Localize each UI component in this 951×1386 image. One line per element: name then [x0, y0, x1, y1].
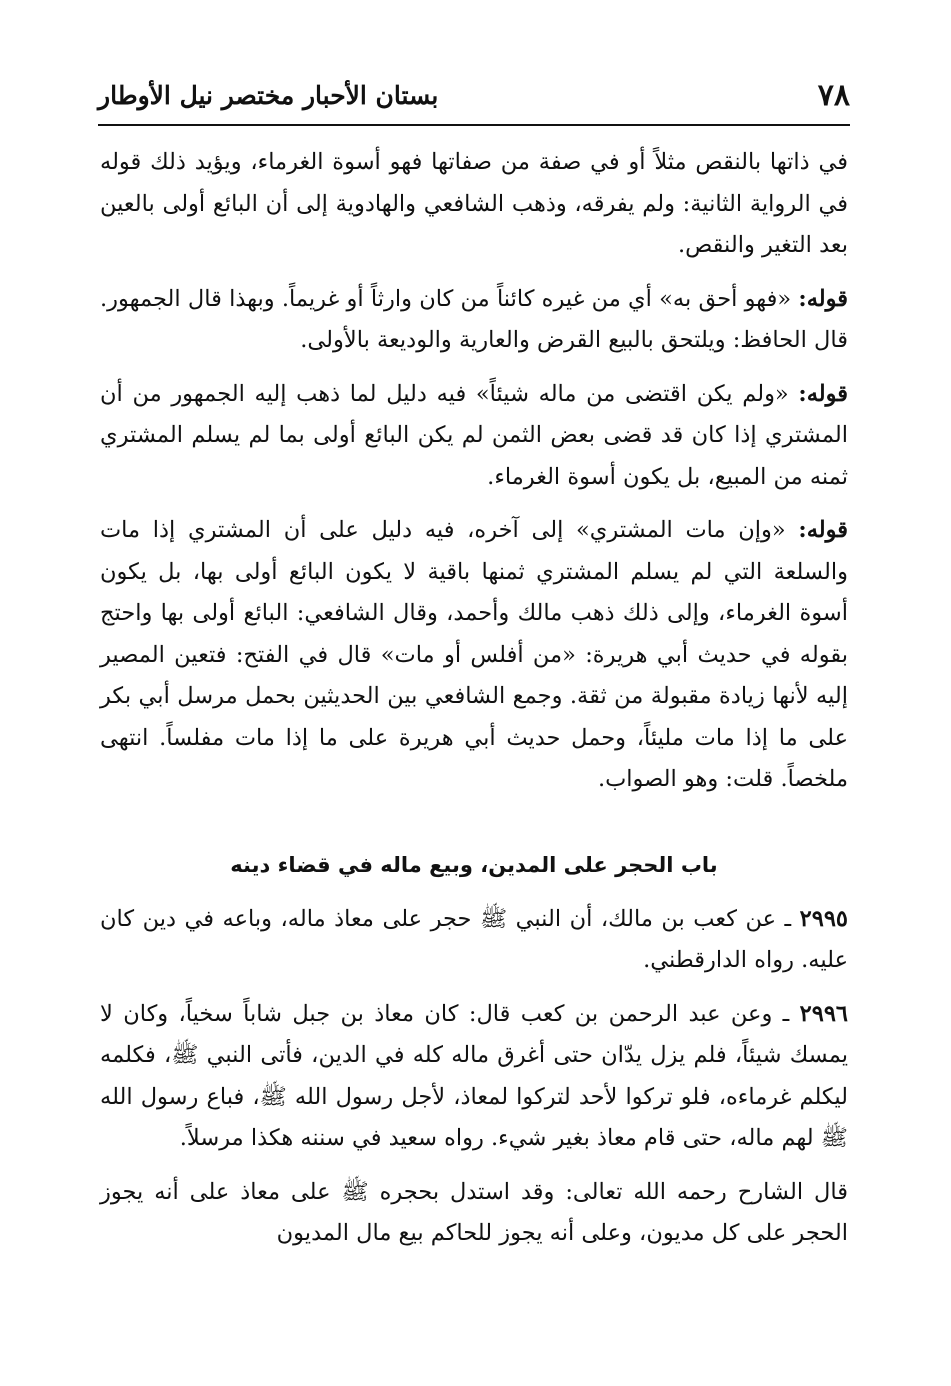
header-rule: [98, 124, 850, 126]
hadith-number: ٢٩٩٥: [799, 905, 848, 932]
paragraph: قوله: «ولم يكن اقتضى من ماله شيئاً» فيه دليل لما ذهب إليه الجمهور من أن المشتري إذا كان قد قضى بعض الثمن لم يكن البائع أولى بما لم يسلم المشتري ثمنه من المبيع، بل يكون أسوة الغرماء.: [100, 380, 848, 490]
paragraph: قوله: «وإن مات المشتري» إلى آخره، فيه دليل على أن المشتري إذا مات والسلعة التي لم يسلم المشتري ثمنها باقية لا يكون البائع أولى بها، بل يكون أسوة الغرماء، وإلى ذلك ذهب مالك وأحمد، وقال الشافعي: البائع أولى بها واحتج بقوله في حديث أبي هريرة: «من أفلس أو مات» قال في الفتح: فتعين المصير إليه لأنها زيادة مقبولة من ثقة. وجمع الشافعي بين الحديثين بحمل مرسل أبي بكر على ما إذا مات مليئاً، وحمل حديث أبي هريرة على ما إذا مات مفلساً. انتهى ملخصاً. قلت: وهو الصواب.: [100, 517, 848, 792]
page-header: [98, 70, 850, 120]
running-title: بستان الأحبار مختصر نيل الأوطار: [98, 80, 439, 110]
paragraph: قال الشارح رحمه الله تعالى: وقد استدل بحجره ﷺ على معاذ على أنه يجوز الحجر على كل مديون، وعلى أنه يجوز للحاكم بيع مال المديون: [100, 1178, 848, 1246]
hadith-entry: ٢٩٩٥ ـ عن كعب بن مالك، أن النبي ﷺ حجر على معاذ ماله، وباعه في دين كان عليه. رواه الدارقطني.: [100, 905, 848, 973]
page-number: ٧٨: [817, 77, 850, 113]
hadith-entry: ٢٩٩٦ ـ وعن عبد الرحمن بن كعب قال: كان معاذ بن جبل شاباً سخياً، وكان لا يمسك شيئاً، فلم يزل يدّان حتى أغرق ماله كله في الدين، فأتى النبي ﷺ، فكلمه ليكلم غرماءه، فلو تركوا لأحد لتركوا لمعاذ، لأجل رسول الله ﷺ، فباع رسول الله ﷺ لهم ماله، حتى قام معاذ بغير شيء. رواه سعيد في سننه هكذا مرسلاً.: [100, 1000, 848, 1151]
paragraph: في ذاتها بالنقص مثلاً أو في صفة من صفاتها فهو أسوة الغرماء، ويؤيد ذلك قوله في الرواية الثانية: ولم يفرقه، وذهب الشافعي والهادوية إلى أن البائع أولى بالعين بعد التغير والنقص.: [100, 149, 848, 258]
paragraph: قوله: «فهو أحق به» أي من غيره كائناً من كان وارثاً أو غريماً. وبهذا قال الجمهور. قال الحافظ: ويلتحق بالبيع القرض والعارية والوديعة بالأولى.: [100, 285, 848, 353]
paragraph-lead: قوله:: [798, 517, 848, 543]
hadith-number: ٢٩٩٦: [799, 1000, 848, 1027]
paragraph-lead: قوله:: [798, 380, 848, 407]
page-body: [100, 142, 848, 1267]
section-heading: باب الحجر على المدين، وبيع ماله في قضاء دينه: [230, 852, 718, 877]
paragraph-lead: قوله:: [798, 285, 848, 312]
